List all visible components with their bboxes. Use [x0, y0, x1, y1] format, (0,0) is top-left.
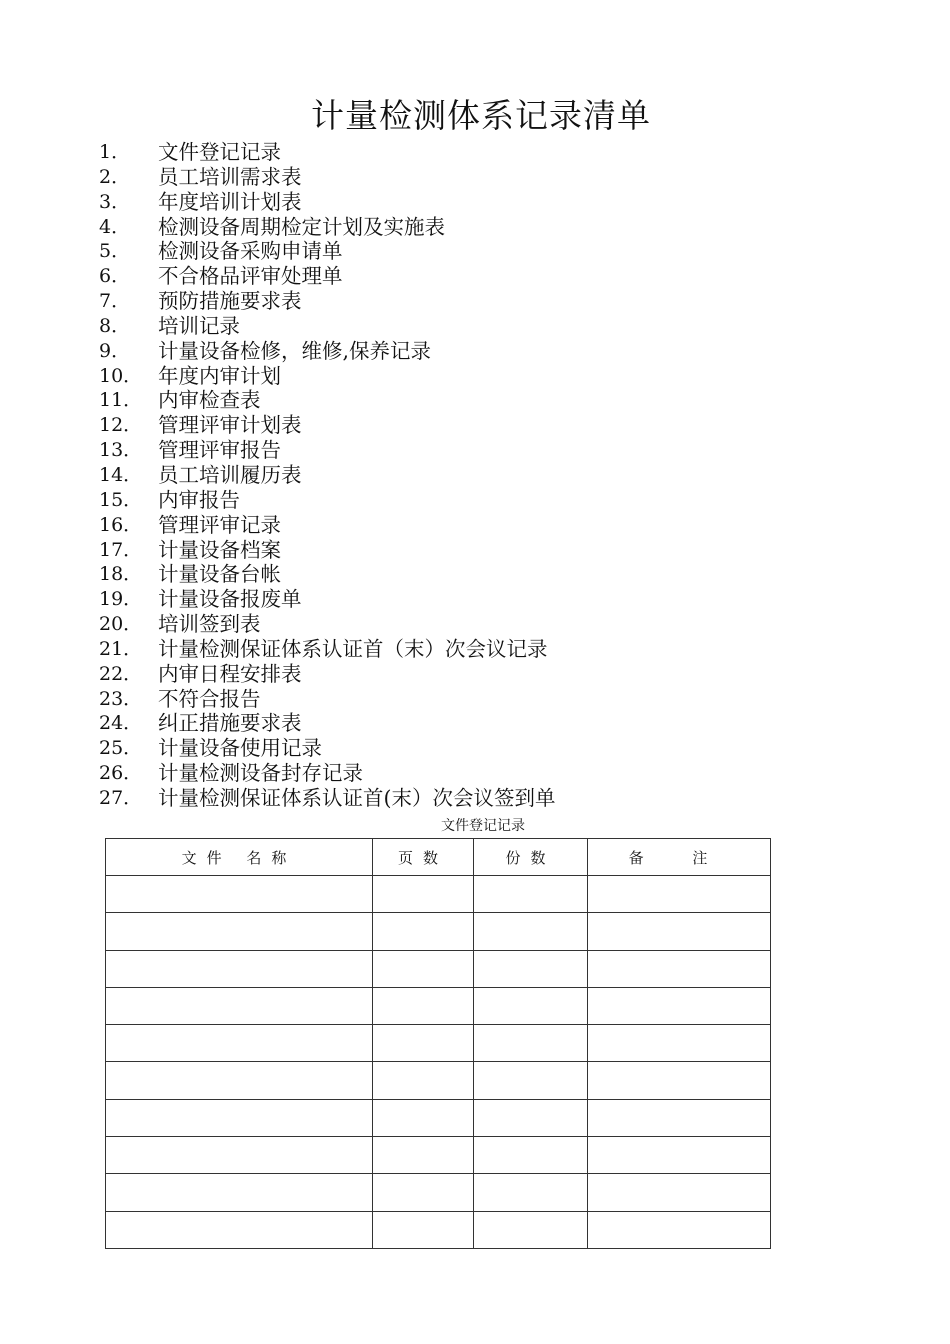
record-number: 5．	[99, 240, 131, 263]
table-cell	[474, 1137, 588, 1174]
table-cell	[588, 913, 771, 950]
header-remarks: 备 注	[588, 839, 771, 876]
table-body	[106, 876, 771, 1249]
record-number: 14．	[99, 463, 143, 486]
table-cell	[588, 950, 771, 987]
record-number: 1．	[99, 141, 131, 163]
record-number: 13．	[99, 439, 143, 462]
table-caption: 文件登记记录	[441, 818, 525, 834]
record-title: 内审日程安排表	[158, 661, 302, 686]
record-title: 内审报告	[158, 487, 240, 512]
record-title: 计量检测保证体系认证首(末）次会议签到单	[158, 785, 556, 810]
record-number: 26．	[99, 762, 143, 785]
record-list-item	[99, 538, 556, 563]
table-cell	[106, 1062, 373, 1099]
record-list-item	[99, 711, 556, 736]
table-cell	[373, 1211, 474, 1248]
record-list-item	[99, 165, 556, 190]
record-list-item	[99, 438, 556, 463]
file-register-table	[105, 838, 771, 1249]
table-row	[106, 1099, 771, 1136]
record-title: 不符合报告	[158, 686, 261, 711]
record-number: 22．	[99, 662, 143, 685]
record-list-item	[99, 637, 556, 662]
table-cell	[106, 1099, 373, 1136]
table-header-row	[106, 839, 771, 876]
record-number: 23．	[99, 687, 143, 710]
table-cell	[474, 950, 588, 987]
record-number: 24．	[99, 712, 143, 735]
record-number: 11．	[99, 389, 143, 412]
record-list-item	[99, 239, 556, 264]
table-cell	[588, 1062, 771, 1099]
table-cell	[474, 876, 588, 913]
table-row	[106, 950, 771, 987]
record-list-item	[99, 463, 556, 488]
record-list-item	[99, 140, 556, 165]
record-list-item	[99, 587, 556, 612]
table-cell	[373, 913, 474, 950]
table-cell	[106, 1025, 373, 1062]
record-number: 2．	[99, 165, 131, 188]
table-row	[106, 1211, 771, 1248]
record-number: 17．	[99, 538, 143, 561]
record-number: 19．	[99, 588, 143, 611]
record-title: 计量设备报废单	[158, 587, 302, 612]
record-number: 6．	[99, 265, 131, 288]
record-title: 培训签到表	[158, 612, 261, 637]
table-cell	[588, 1211, 771, 1248]
table-row	[106, 913, 771, 950]
table-cell	[474, 913, 588, 950]
table-cell	[373, 876, 474, 913]
record-title: 管理评审记录	[158, 512, 281, 537]
record-title: 文件登记记录	[158, 140, 281, 164]
record-list-item	[99, 314, 556, 339]
record-title: 纠正措施要求表	[158, 711, 302, 736]
record-list-item	[99, 364, 556, 389]
record-list-item	[99, 687, 556, 712]
table-cell	[588, 1025, 771, 1062]
table-row	[106, 987, 771, 1024]
record-list-item	[99, 215, 556, 240]
record-list-item	[99, 339, 556, 364]
record-list-item	[99, 562, 556, 587]
table-cell	[474, 1099, 588, 1136]
table-cell	[106, 987, 373, 1024]
table-cell	[373, 1137, 474, 1174]
record-title: 计量设备检修，维修,保养记录	[158, 338, 432, 363]
table-row	[106, 1062, 771, 1099]
table-cell	[474, 1211, 588, 1248]
table-cell	[474, 1025, 588, 1062]
record-title: 管理评审计划表	[158, 413, 302, 438]
header-file-name: 文件 名称	[106, 839, 373, 876]
table-cell	[106, 913, 373, 950]
record-title: 检测设备采购申请单	[158, 239, 343, 264]
record-number: 4．	[99, 215, 131, 238]
table-cell	[373, 1099, 474, 1136]
table-cell	[588, 1099, 771, 1136]
record-title: 管理评审报告	[158, 438, 281, 463]
record-list-item	[99, 761, 556, 786]
header-copies: 份数	[474, 839, 588, 876]
record-number: 8．	[99, 314, 131, 337]
record-number: 18．	[99, 563, 143, 586]
record-list-item	[99, 736, 556, 761]
record-title: 计量设备档案	[158, 537, 281, 562]
table-cell	[106, 950, 373, 987]
record-title: 计量检测设备封存记录	[158, 761, 363, 786]
table-row	[106, 1025, 771, 1062]
record-number: 7．	[99, 290, 131, 313]
record-number: 12．	[99, 414, 143, 437]
page-title: 计量检测体系记录清单	[311, 96, 651, 135]
table-cell	[106, 876, 373, 913]
record-list-item	[99, 612, 556, 637]
record-number: 15．	[99, 488, 143, 511]
record-list-item	[99, 413, 556, 438]
table-row	[106, 1174, 771, 1211]
table-cell	[474, 1174, 588, 1211]
record-list-item	[99, 264, 556, 289]
table-cell	[373, 1062, 474, 1099]
table-cell	[106, 1174, 373, 1211]
record-title: 培训记录	[158, 313, 240, 338]
table-cell	[474, 987, 588, 1024]
record-number: 16．	[99, 513, 143, 536]
record-title: 不合格品评审处理单	[158, 264, 343, 289]
header-pages: 页数	[373, 839, 474, 876]
record-list-item	[99, 488, 556, 513]
record-title: 计量检测保证体系认证首（末）次会议记录	[158, 636, 548, 661]
record-title: 年度培训计划表	[158, 189, 302, 214]
record-title: 检测设备周期检定计划及实施表	[158, 214, 445, 239]
record-list-item	[99, 289, 556, 314]
table-cell	[474, 1062, 588, 1099]
record-title: 预防措施要求表	[158, 289, 302, 314]
record-title: 员工培训需求表	[158, 164, 302, 189]
record-title: 内审检查表	[158, 388, 261, 413]
table-cell	[373, 1025, 474, 1062]
record-number: 3．	[99, 190, 131, 213]
record-number: 21．	[99, 637, 143, 660]
record-title: 年度内审计划	[158, 363, 281, 388]
record-title: 计量设备使用记录	[158, 736, 322, 761]
table-cell	[588, 987, 771, 1024]
record-title: 员工培训履历表	[158, 462, 302, 487]
table-cell	[373, 950, 474, 987]
record-number: 10．	[99, 364, 143, 387]
record-list-item	[99, 513, 556, 538]
record-list-item	[99, 662, 556, 687]
record-number: 9．	[99, 339, 131, 362]
table-cell	[106, 1211, 373, 1248]
record-list-item	[99, 190, 556, 215]
table-row	[106, 1137, 771, 1174]
table-cell	[106, 1137, 373, 1174]
table-cell	[588, 1137, 771, 1174]
table-cell	[373, 1174, 474, 1211]
table-row	[106, 876, 771, 913]
record-title: 计量设备台帐	[158, 562, 281, 587]
record-number: 20．	[99, 613, 143, 636]
table-cell	[588, 1174, 771, 1211]
record-list-item	[99, 786, 556, 811]
record-list	[99, 140, 556, 811]
table-cell	[373, 987, 474, 1024]
record-list-item	[99, 388, 556, 413]
record-number: 25．	[99, 737, 143, 760]
record-number: 27．	[99, 786, 143, 809]
table-cell	[588, 876, 771, 913]
